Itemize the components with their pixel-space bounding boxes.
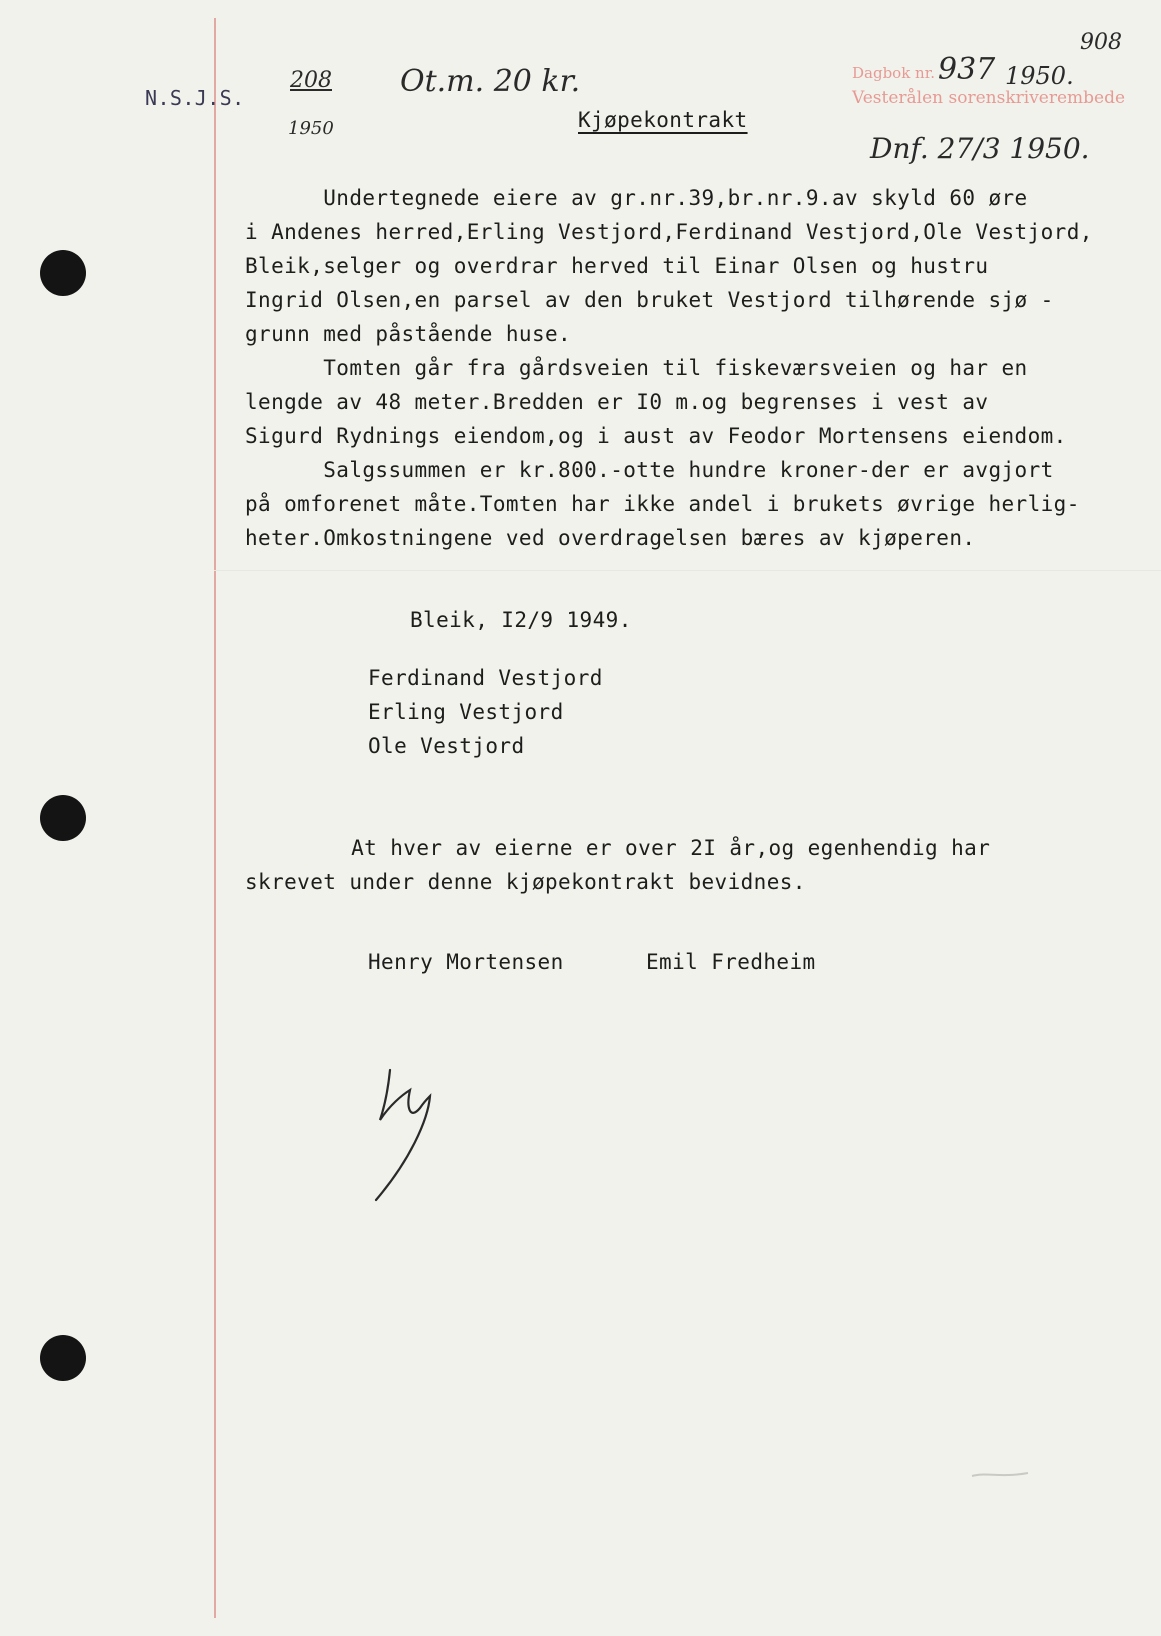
case-ref-prefix: N.S.J.S. <box>145 86 245 110</box>
body-line: Tomten går fra gårdsveien til fiskeværsveien og har en <box>245 356 1028 380</box>
stamp-date-note: Dnf. 27/3 1950. <box>870 132 1090 165</box>
body-line: på omforenet måte.Tomten har ikke andel i brukets øvrige herlig- <box>245 492 1080 516</box>
witness-name: Henry Mortensen <box>368 950 564 974</box>
page-number: 908 <box>1080 30 1122 55</box>
punch-hole <box>40 250 86 296</box>
seller-name: Ferdinand Vestjord <box>368 666 603 690</box>
body-line: Ingrid Olsen,en parsel av den bruket Vestjord tilhørende sjø - <box>245 288 1054 312</box>
paper-fold <box>214 570 1161 571</box>
stamp-dagbok-label: Dagbok nr. <box>852 64 936 82</box>
document-title: Kjøpekontrakt <box>578 108 748 132</box>
body-line: Bleik,selger og overdrar herved til Einar Olsen og hustru <box>245 254 989 278</box>
witness-name: Emil Fredheim <box>646 950 816 974</box>
ink-smudge <box>970 1470 1030 1480</box>
punch-hole <box>40 1335 86 1381</box>
body-line: Salgssummen er kr.800.-otte hundre kroner-der er avgjort <box>245 458 1054 482</box>
stamp-office: Vesterålen sorenskriverembede <box>852 88 1126 108</box>
punch-hole <box>40 795 86 841</box>
case-note: Ot.m. 20 kr. <box>400 64 581 99</box>
margin-line <box>214 18 216 1618</box>
body-line: Sigurd Rydnings eiendom,og i aust av Feodor Mortensens eiendom. <box>245 424 1067 448</box>
body-line: Undertegnede eiere av gr.nr.39,br.nr.9.av skyld 60 øre <box>245 186 1028 210</box>
stamp-dagbok-year: 1950. <box>1005 62 1074 90</box>
witness-statement-line: skrevet under denne kjøpekontrakt bevidnes. <box>245 870 806 894</box>
seller-name: Ole Vestjord <box>368 734 525 758</box>
body-line: lengde av 48 meter.Bredden er I0 m.og begrenses i vest av <box>245 390 989 414</box>
witness-statement-line: At hver av eierne er over 2I år,og egenhendig har <box>312 836 991 860</box>
case-number: 208 <box>290 68 332 93</box>
body-line: grunn med påstående huse. <box>245 322 572 346</box>
case-year: 1950 <box>288 118 334 139</box>
body-line: i Andenes herred,Erling Vestjord,Ferdinand Vestjord,Ole Vestjord, <box>245 220 1093 244</box>
stamp-dagbok-number: 937 <box>938 52 996 87</box>
seller-name: Erling Vestjord <box>368 700 564 724</box>
place-date: Bleik, I2/9 1949. <box>410 608 632 632</box>
handwritten-initials-signature <box>370 1060 460 1210</box>
body-line: heter.Omkostningene ved overdragelsen bæres av kjøperen. <box>245 526 976 550</box>
